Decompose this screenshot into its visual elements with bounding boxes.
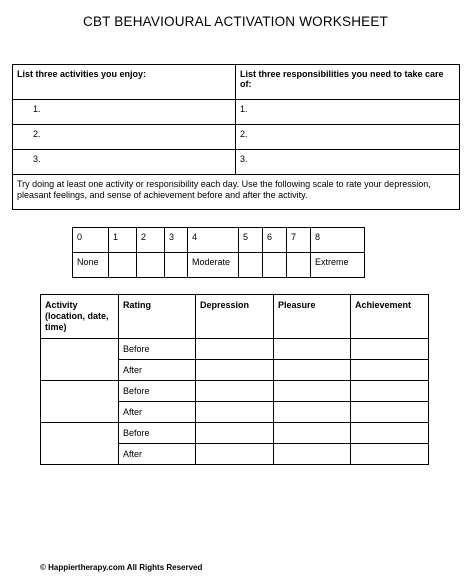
scale-number: 8 [311, 228, 365, 253]
depression-cell[interactable] [196, 444, 274, 465]
scale-number: 2 [137, 228, 165, 253]
pleasure-cell[interactable] [274, 360, 351, 381]
scale-number: 7 [287, 228, 311, 253]
enjoy-activity-3-field[interactable]: 3. [13, 150, 236, 175]
rating-after-label: After [119, 402, 196, 423]
scale-label-extreme: Extreme [311, 253, 365, 278]
scale-label-empty [239, 253, 263, 278]
achievement-cell[interactable] [351, 339, 429, 360]
column-header-rating: Rating [119, 295, 196, 339]
enjoy-activities-header: List three activities you enjoy: [13, 65, 236, 100]
responsibilities-header: List three responsibilities you need to take care of: [236, 65, 460, 100]
activity-log-table [40, 294, 429, 465]
achievement-cell[interactable] [351, 381, 429, 402]
pleasure-cell[interactable] [274, 444, 351, 465]
responsibility-2-field[interactable]: 2. [236, 125, 460, 150]
column-header-activity: Activity (location, date, time) [41, 295, 119, 339]
pleasure-cell[interactable] [274, 402, 351, 423]
responsibility-1-field[interactable]: 1. [236, 100, 460, 125]
log-row [41, 381, 429, 402]
scale-label-empty [165, 253, 188, 278]
scale-number: 5 [239, 228, 263, 253]
achievement-cell[interactable] [351, 402, 429, 423]
log-row [41, 423, 429, 444]
column-header-pleasure: Pleasure [274, 295, 351, 339]
achievement-cell[interactable] [351, 444, 429, 465]
scale-label-moderate: Moderate [188, 253, 239, 278]
rating-after-label: After [119, 444, 196, 465]
log-row [41, 339, 429, 360]
depression-cell[interactable] [196, 423, 274, 444]
scale-label-empty [263, 253, 287, 278]
instructions-text: Try doing at least one activity or responsibility each day. Use the following scale to rate your depression, pleasant feelings, and sense of achievement before and after the activity. [13, 175, 460, 210]
pleasure-cell[interactable] [274, 339, 351, 360]
activity-cell[interactable] [41, 339, 119, 381]
rating-scale-table [72, 227, 365, 278]
rating-after-label: After [119, 360, 196, 381]
scale-label-empty [137, 253, 165, 278]
activities-responsibilities-table [12, 64, 460, 210]
rating-before-label: Before [119, 381, 196, 402]
depression-cell[interactable] [196, 381, 274, 402]
scale-label-empty [287, 253, 311, 278]
rating-before-label: Before [119, 339, 196, 360]
scale-number: 4 [188, 228, 239, 253]
activity-cell[interactable] [41, 381, 119, 423]
enjoy-activity-1-field[interactable]: 1. [13, 100, 236, 125]
depression-cell[interactable] [196, 360, 274, 381]
activity-cell[interactable] [41, 423, 119, 465]
column-header-depression: Depression [196, 295, 274, 339]
depression-cell[interactable] [196, 339, 274, 360]
rating-before-label: Before [119, 423, 196, 444]
scale-label-none: None [73, 253, 109, 278]
enjoy-activity-2-field[interactable]: 2. [13, 125, 236, 150]
copyright-footer: © Happiertherapy.com All Rights Reserved [40, 563, 203, 572]
responsibility-3-field[interactable]: 3. [236, 150, 460, 175]
column-header-achievement: Achievement [351, 295, 429, 339]
achievement-cell[interactable] [351, 423, 429, 444]
scale-number: 1 [109, 228, 137, 253]
scale-number: 3 [165, 228, 188, 253]
pleasure-cell[interactable] [274, 423, 351, 444]
page-title: CBT BEHAVIOURAL ACTIVATION WORKSHEET [83, 14, 388, 29]
achievement-cell[interactable] [351, 360, 429, 381]
scale-number: 0 [73, 228, 109, 253]
depression-cell[interactable] [196, 402, 274, 423]
scale-label-empty [109, 253, 137, 278]
scale-number: 6 [263, 228, 287, 253]
pleasure-cell[interactable] [274, 381, 351, 402]
